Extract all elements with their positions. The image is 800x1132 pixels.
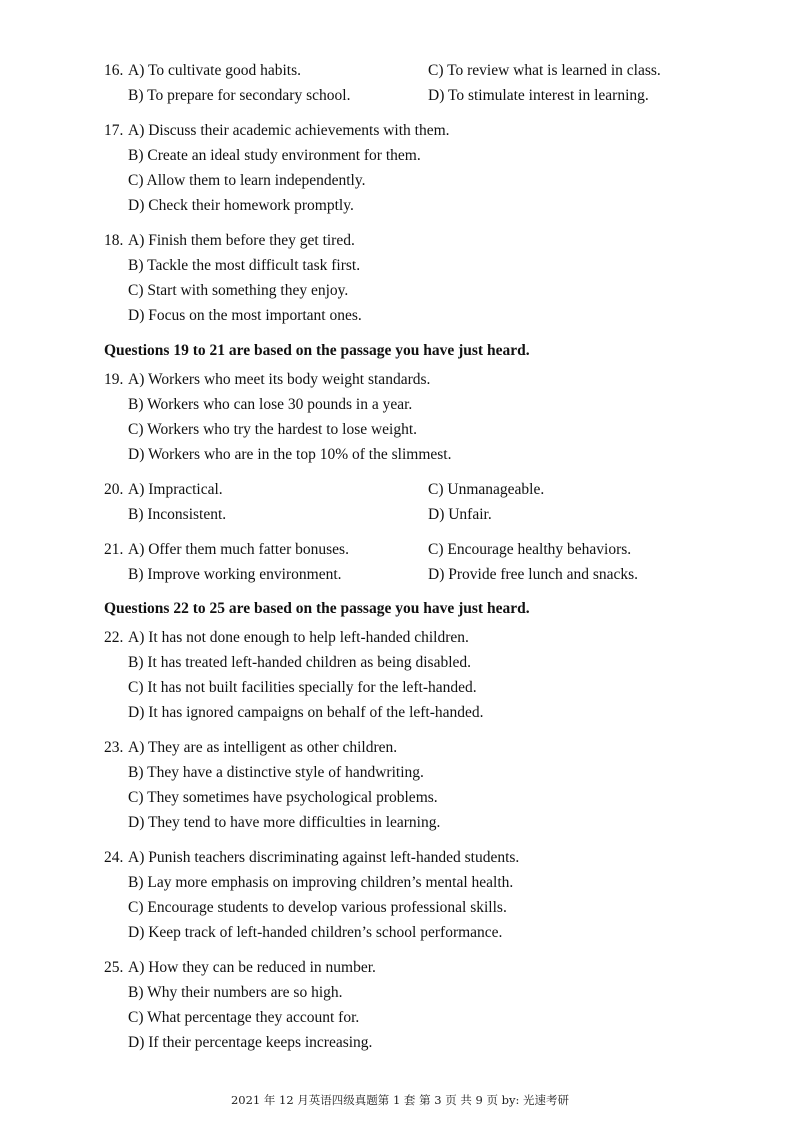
question-number: 19. xyxy=(104,371,124,388)
section-heading-19-21: Questions 19 to 21 are based on the passage you have just heard. xyxy=(104,342,530,359)
question-number: 24. xyxy=(104,849,124,866)
option-b: B) Workers who can lose 30 pounds in a year. xyxy=(128,396,413,413)
question-19 xyxy=(104,367,724,467)
question-number: 18. xyxy=(104,232,124,249)
option-a: A) Discuss their academic achievements with them. xyxy=(128,122,450,139)
option-b: B) They have a distinctive style of handwriting. xyxy=(128,764,424,781)
option-b: B) Lay more emphasis on improving children’s mental health. xyxy=(128,874,514,891)
option-c: C) It has not built facilities specially for the left-handed. xyxy=(128,679,477,696)
option-c: C) Unmanageable. xyxy=(428,481,545,498)
option-c: C) Workers who try the hardest to lose weight. xyxy=(128,421,418,438)
option-a: A) Punish teachers discriminating against left-handed students. xyxy=(128,849,520,866)
option-a: A) To cultivate good habits. xyxy=(128,62,301,79)
option-c: C) To review what is learned in class. xyxy=(428,62,661,79)
option-a: A) They are as intelligent as other children. xyxy=(128,739,398,756)
option-d: D) Focus on the most important ones. xyxy=(128,307,362,324)
option-a: A) Workers who meet its body weight standards. xyxy=(128,371,431,388)
option-a: A) How they can be reduced in number. xyxy=(128,959,376,976)
option-a: A) Finish them before they get tired. xyxy=(128,232,355,249)
option-b: B) Why their numbers are so high. xyxy=(128,984,343,1001)
question-23 xyxy=(104,735,724,835)
option-a: A) Offer them much fatter bonuses. xyxy=(128,541,349,558)
option-d: D) It has ignored campaigns on behalf of the left-handed. xyxy=(128,704,484,721)
question-number: 20. xyxy=(104,481,124,498)
option-d: D) If their percentage keeps increasing. xyxy=(128,1034,373,1051)
option-c: C) What percentage they account for. xyxy=(128,1009,360,1026)
option-d: D) They tend to have more difficulties in learning. xyxy=(128,814,441,831)
question-number: 21. xyxy=(104,541,124,558)
question-21 xyxy=(104,537,724,587)
question-25 xyxy=(104,955,724,1055)
option-b: B) Improve working environment. xyxy=(128,566,342,583)
option-b: B) Create an ideal study environment for them. xyxy=(128,147,421,164)
page-footer: 2021 年 12 月英语四级真题第 1 套 第 3 页 共 9 页 by: 光速考研 xyxy=(230,1093,570,1107)
option-d: D) Workers who are in the top 10% of the slimmest. xyxy=(128,446,452,463)
option-d: D) Check their homework promptly. xyxy=(128,197,354,214)
question-24 xyxy=(104,845,724,945)
option-d: D) Provide free lunch and snacks. xyxy=(428,566,639,583)
option-c: C) They sometimes have psychological problems. xyxy=(128,789,438,806)
question-22 xyxy=(104,625,724,725)
option-d: D) Unfair. xyxy=(428,506,492,523)
question-number: 16. xyxy=(104,62,124,79)
option-b: B) Tackle the most difficult task first. xyxy=(128,257,361,274)
option-b: B) Inconsistent. xyxy=(128,506,227,523)
question-number: 25. xyxy=(104,959,124,976)
option-c: C) Allow them to learn independently. xyxy=(128,172,366,189)
section-heading-22-25: Questions 22 to 25 are based on the passage you have just heard. xyxy=(104,600,530,617)
option-a: A) It has not done enough to help left-handed children. xyxy=(128,629,469,646)
option-c: C) Encourage students to develop various professional skills. xyxy=(128,899,507,916)
option-b: B) It has treated left-handed children as being disabled. xyxy=(128,654,472,671)
option-d: D) To stimulate interest in learning. xyxy=(428,87,649,104)
question-16 xyxy=(104,58,724,108)
question-number: 22. xyxy=(104,629,124,646)
option-a: A) Impractical. xyxy=(128,481,223,498)
question-18 xyxy=(104,228,724,328)
option-c: C) Encourage healthy behaviors. xyxy=(428,541,632,558)
option-b: B) To prepare for secondary school. xyxy=(128,87,351,104)
question-number: 17. xyxy=(104,122,124,139)
question-number: 23. xyxy=(104,739,124,756)
question-17 xyxy=(104,118,724,218)
question-20 xyxy=(104,477,724,527)
option-d: D) Keep track of left-handed children’s school performance. xyxy=(128,924,503,941)
option-c: C) Start with something they enjoy. xyxy=(128,282,349,299)
